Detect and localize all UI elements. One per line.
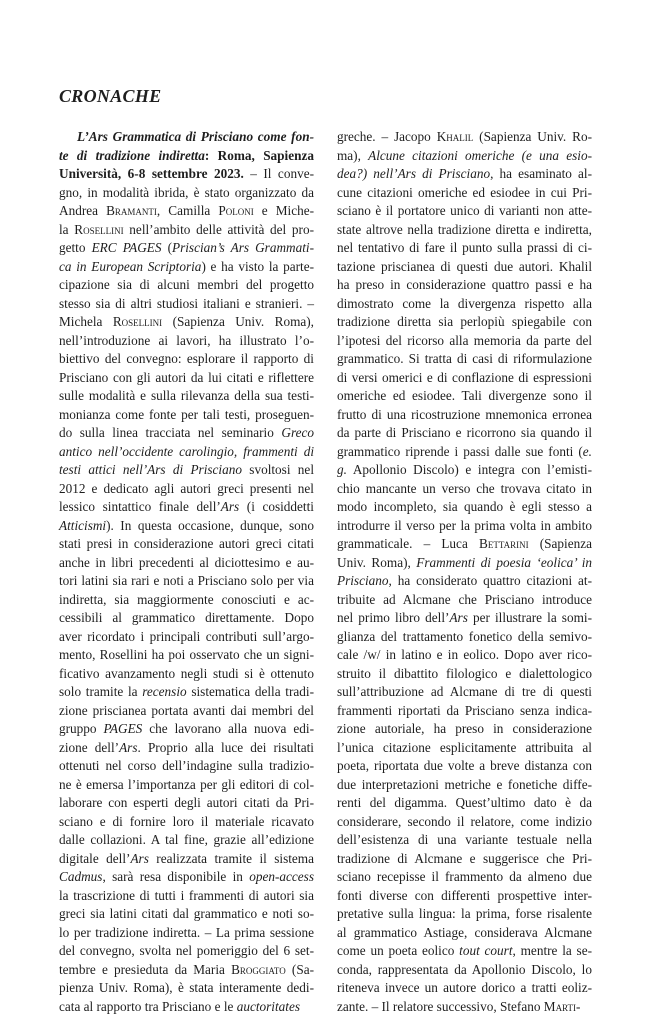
text-line <box>337 147 592 166</box>
text-run: grammaticale. – Luca <box>337 536 479 551</box>
text-line <box>337 350 592 369</box>
text-line <box>337 831 592 850</box>
text-run: nell’ambito delle attività del pro- <box>124 222 314 237</box>
text-run: monianza come fonte per tali testi, proseguen- <box>59 407 314 422</box>
text-run: l’ipotesi del ricorso alla memoria da parte del <box>337 333 592 348</box>
text-run: Prisciano con gli autori da lui citati e riflettere <box>59 370 314 385</box>
text-run: Apollonio Discolo) e integra con l’emisti- <box>347 462 592 477</box>
text-line <box>59 295 314 314</box>
text-run: Ars <box>221 499 239 514</box>
text-line <box>59 720 314 739</box>
text-line <box>337 998 592 1016</box>
text-run: chio mancante un verso che trovava citato in <box>337 481 592 496</box>
text-run: antico nell’occidente carolingio, frammenti di <box>59 444 314 459</box>
text-run: ( <box>161 240 172 255</box>
text-run: e. <box>583 444 592 459</box>
text-run: zante. – Il relatore successivo, Stefano <box>337 999 544 1014</box>
text-line <box>337 591 592 610</box>
text-run: pienza Univ. Roma), è stata interamente dedi- <box>59 980 314 995</box>
text-line <box>59 961 314 980</box>
text-line <box>337 776 592 795</box>
text-run: realizzata tramite il sistema <box>149 851 314 866</box>
text-line <box>59 258 314 277</box>
text-run: due interpretazioni metriche e fonetiche diffe- <box>337 777 592 792</box>
text-run: 2012 e dedicato agli autori greci presenti nel <box>59 481 314 496</box>
text-line <box>337 665 592 684</box>
text-line <box>59 628 314 647</box>
text-run: nel tentativo di fare il punto sulla prassi di ci- <box>337 240 592 255</box>
text-line <box>59 239 314 258</box>
text-run: l’unica citazione esplicitamente attribuita al <box>337 740 592 755</box>
text-run: ne è emersa l’importanza per gli editori di col- <box>59 777 314 792</box>
text-line <box>337 202 592 221</box>
text-run: al grammatico Astiage, considerava Alcmane <box>337 925 592 940</box>
text-line <box>59 572 314 591</box>
text-run: come un poeta eolico <box>337 943 459 958</box>
text-run: sciano è il portatore unico di varianti non atte- <box>337 203 592 218</box>
text-line <box>337 942 592 961</box>
text-run: ERC PAGES <box>92 240 162 255</box>
text-run: tout court <box>459 943 512 958</box>
text-run: Cadmus <box>59 869 102 884</box>
text-line <box>337 850 592 869</box>
text-run: glianza del trattamento fonetico della semivo- <box>337 629 592 644</box>
text-line <box>59 313 314 332</box>
text-line <box>59 776 314 795</box>
text-line <box>337 813 592 832</box>
text-line <box>59 387 314 406</box>
text-run: , mentre la se- <box>513 943 592 958</box>
text-line <box>59 868 314 887</box>
text-line <box>337 572 592 591</box>
text-run: , ha considerato quattro citazioni at- <box>389 573 592 588</box>
section-title: CRONACHE <box>59 86 161 107</box>
text-run: di versi omerici e di conflazione di espressioni <box>337 370 592 385</box>
text-line <box>337 924 592 943</box>
text-run: dea?) nell’Ars di Prisciano <box>337 166 490 181</box>
text-line <box>59 480 314 499</box>
text-run: ficativo avanzamento negli studi si è ottenuto <box>59 666 314 681</box>
text-line <box>59 813 314 832</box>
text-line <box>59 850 314 869</box>
text-run: ma), <box>337 148 368 163</box>
text-line <box>59 202 314 221</box>
text-run: , ha esaminato al- <box>490 166 592 181</box>
text-run: . Proprio alla luce dei risultati <box>138 740 314 755</box>
text-line <box>59 646 314 665</box>
text-run: considerare, secondo il relatore, come indizio <box>337 814 592 829</box>
text-run: di Prisciano come fon- <box>181 129 314 144</box>
text-run: Università, 6-8 settembre 2023. <box>59 166 244 181</box>
text-run: ). In questa occasione, dunque, sono <box>106 518 314 533</box>
text-line <box>337 609 592 628</box>
text-line <box>59 998 314 1016</box>
text-line <box>337 276 592 295</box>
text-run: testi attici nell’Ars di Prisciano <box>59 462 242 477</box>
text-run: pretative sulla lingua: la prima, forse risalente <box>337 906 592 921</box>
text-line <box>337 184 592 203</box>
text-line <box>337 406 592 425</box>
text-run: cessibili al grammatico direttamente. Dopo <box>59 610 314 625</box>
text-line <box>59 665 314 684</box>
text-run: dimostrato come la divergenza rispetto alla <box>337 296 592 311</box>
text-line <box>337 554 592 573</box>
text-run: – Il conve- <box>244 166 314 181</box>
text-run: tazione priscianea di questi due autori. Khalil <box>337 259 592 274</box>
text-line <box>337 165 592 184</box>
text-run: Priscian’s Ars Grammati- <box>172 240 314 255</box>
text-line <box>59 609 314 628</box>
text-line <box>59 498 314 517</box>
text-line <box>59 739 314 758</box>
text-line <box>337 239 592 258</box>
text-run: stesso sia di altri studiosi italiani e stranieri. – <box>59 296 314 311</box>
text-line <box>59 128 314 147</box>
text-run: per illustrare la somi- <box>468 610 592 625</box>
text-line <box>59 165 314 184</box>
text-run: sull’attribuzione ad Alcmane di tre di questi <box>337 684 592 699</box>
text-run: aver ricordato i principali contributi sull’argo- <box>59 629 314 644</box>
text-run: lo per tradizione indiretta. – La prima sessione <box>59 925 314 940</box>
text-run: la <box>59 222 74 237</box>
text-line <box>59 221 314 240</box>
text-line <box>59 702 314 721</box>
text-run: la trascrizione di tutti i frammenti di autori sia <box>59 888 314 903</box>
text-line <box>337 720 592 739</box>
text-run: Atticismi <box>59 518 106 533</box>
text-line <box>59 942 314 961</box>
text-line <box>337 517 592 536</box>
text-run: gruppo <box>59 721 104 736</box>
text-line <box>337 868 592 887</box>
text-line <box>337 128 592 147</box>
text-run: cale /w/ in latino e in eolico. Dopo aver rico- <box>337 647 592 662</box>
text-line <box>337 461 592 480</box>
text-line <box>59 369 314 388</box>
text-run: cata al rapporto tra Prisciano e le <box>59 999 237 1014</box>
text-run: omeriche ed esiodee. Tali divergenze sono il <box>337 388 592 403</box>
text-run: greci sia latini citati dal grammatico e noti so- <box>59 906 314 921</box>
text-line <box>337 794 592 813</box>
text-run: getto <box>59 240 92 255</box>
text-line <box>59 683 314 702</box>
text-line <box>337 961 592 980</box>
text-run: cune citazioni omeriche ed esiodee in cui Pri- <box>337 185 592 200</box>
text-run: che lavorano alla nuova edi- <box>142 721 314 736</box>
text-run: Khalil <box>437 129 474 144</box>
text-run: sciano e di fornire loro il materiale ricavato <box>59 814 314 829</box>
text-line <box>59 517 314 536</box>
text-run: Bramanti <box>106 203 157 218</box>
text-run: auctoritates <box>237 999 300 1014</box>
text-run: tribuite ad Alcmane che Prisciano introduce <box>337 592 592 607</box>
text-run: struito il dibattito filologico e dialettologico <box>337 666 592 681</box>
text-line <box>59 924 314 943</box>
text-run: tradizione diretta sia perlopiù spiegabile con <box>337 314 592 329</box>
text-run: L’Ars Grammatica <box>77 129 181 144</box>
text-line <box>59 461 314 480</box>
text-line <box>59 406 314 425</box>
text-run: g. <box>337 462 347 477</box>
text-line <box>337 739 592 758</box>
text-run: ) e ha visto la parte- <box>201 259 314 274</box>
text-run: grammatico. Si tratta di casi di riformulazione <box>337 351 592 366</box>
text-line <box>337 628 592 647</box>
text-run: Rosellini <box>113 314 162 329</box>
text-run: Rosellini <box>74 222 123 237</box>
text-line <box>337 369 592 388</box>
text-run: tradizione di Alcmane e suggerisce che Pri- <box>337 851 592 866</box>
text-run: Michela <box>59 314 113 329</box>
text-run: Greco <box>281 425 314 440</box>
left-column <box>59 128 314 1016</box>
text-run: Poloni <box>218 203 253 218</box>
text-run: zione priscianea portata avanti dai membri del <box>59 703 314 718</box>
text-run: e Miche- <box>254 203 314 218</box>
text-run: open-access <box>249 869 314 884</box>
text-run: dalle collazioni. A tal fine, grazie all’edizione <box>59 832 314 847</box>
text-run: indiretta, sia maggiormente conosciuti e ac- <box>59 592 314 607</box>
text-line <box>337 646 592 665</box>
text-run: Ars <box>130 851 148 866</box>
text-run: digitale dell’ <box>59 851 130 866</box>
text-run: laborare con esperti degli autori citati da Pri- <box>59 795 314 810</box>
text-line <box>59 905 314 924</box>
text-run: cipazione sia di alcuni membri del progetto <box>59 277 314 292</box>
text-line <box>337 498 592 517</box>
text-run: frammenti riportati da Prisciano senza indica- <box>337 703 592 718</box>
text-run: sulle modalità e sulla rilevanza della sua testi- <box>59 388 314 403</box>
text-run: Univ. Roma), <box>337 555 416 570</box>
text-line <box>59 184 314 203</box>
text-run: da parte di Prisciano e ricorrono sia quando il <box>337 425 592 440</box>
text-run: svoltosi nel <box>242 462 314 477</box>
text-run: te di tradizione indiretta <box>59 148 205 163</box>
text-line <box>337 683 592 702</box>
text-run: sistematica della tradi- <box>187 684 314 699</box>
text-line <box>337 295 592 314</box>
text-line <box>59 443 314 462</box>
text-run: nell’introduzione ai lavori, ha illustrato l’o- <box>59 333 314 348</box>
text-line <box>59 554 314 573</box>
text-run: ha preso in considerazione quattro passi e ha <box>337 277 592 292</box>
text-line <box>337 387 592 406</box>
text-line <box>337 221 592 240</box>
text-run: Bettarini <box>479 536 529 551</box>
text-line <box>337 424 592 443</box>
text-run: stati presi in considerazione autori greci citati <box>59 536 314 551</box>
text-run: fonti diverse con differenti prospettive inter- <box>337 888 592 903</box>
text-line <box>59 887 314 906</box>
text-run: Marti- <box>544 999 581 1014</box>
text-run: (Sapienza Univ. Ro- <box>473 129 592 144</box>
text-run: recensio <box>142 684 186 699</box>
text-line <box>337 887 592 906</box>
text-run: Andrea <box>59 203 106 218</box>
text-run: PAGES <box>104 721 143 736</box>
text-line <box>337 702 592 721</box>
text-run: Prisciano <box>337 573 389 588</box>
text-run: del convegno, svolta nel pomeriggio del 6 set- <box>59 943 314 958</box>
text-run: nel primo libro dell’ <box>337 610 449 625</box>
text-run: lessico sintattico finale dell’ <box>59 499 221 514</box>
text-line <box>59 424 314 443</box>
text-line <box>337 258 592 277</box>
text-line <box>59 276 314 295</box>
text-line <box>337 443 592 462</box>
text-run: sciano recepisse il frammento da almeno due <box>337 869 592 884</box>
text-line <box>337 979 592 998</box>
text-run: riteneva invece un autore dorico a tratti eoliz- <box>337 980 592 995</box>
text-line <box>337 332 592 351</box>
text-run: (Sa- <box>286 962 314 977</box>
text-run: ottenuti nel corso dell’indagine sulla tradizio- <box>59 758 314 773</box>
text-run: ca in European Scriptoria <box>59 259 201 274</box>
text-line <box>59 332 314 351</box>
text-line <box>59 979 314 998</box>
text-run: renti del digamma. Quest’ultimo dato è da <box>337 795 592 810</box>
text-line <box>337 535 592 554</box>
text-run: state altrove nella tradizione diretta e indiretta, <box>337 222 592 237</box>
text-run: (Sapienza Univ. Roma), <box>162 314 314 329</box>
text-run: modo incompleto, sia quando è egli stesso a <box>337 499 592 514</box>
text-line <box>337 313 592 332</box>
text-run: gno, in modalità ibrida, è stato organizzato da <box>59 185 314 200</box>
text-run: (i cosiddetti <box>239 499 314 514</box>
text-run: Frammenti di poesia ‘eolica’ in <box>416 555 592 570</box>
right-column <box>337 128 592 1016</box>
text-run: Broggiato <box>231 962 286 977</box>
text-run: anche in libri precedenti al diciottesimo e au- <box>59 555 314 570</box>
text-run: introdurre il verso per la prima volta in ambito <box>337 518 592 533</box>
text-run: solo tramite la <box>59 684 142 699</box>
text-run: frutto di una ricostruzione mnemonica erronea <box>337 407 592 422</box>
text-run: zione dell’ <box>59 740 119 755</box>
text-line <box>337 905 592 924</box>
text-line <box>59 591 314 610</box>
text-run: Ars <box>449 610 467 625</box>
text-run: conda, rappresentata da Apollonio Discolo, lo <box>337 962 592 977</box>
text-run: biettivo del convegno: esplorare il rapporto di <box>59 351 314 366</box>
text-run: mento, Rosellini ha poi osservato che un signi- <box>59 647 314 662</box>
text-line <box>337 757 592 776</box>
text-run: tembre e presieduta da Maria <box>59 962 231 977</box>
text-run: zione autoriale, ha preso in considerazione <box>337 721 592 736</box>
text-line <box>59 831 314 850</box>
text-run: : Roma, Sapienza <box>205 148 314 163</box>
text-run: greche. – Jacopo <box>337 129 437 144</box>
text-run: tori latini sia rari e noti a Prisciano solo per via <box>59 573 314 588</box>
text-line <box>59 147 314 166</box>
text-run: , Camilla <box>157 203 218 218</box>
text-run: , sarà resa disponibile in <box>102 869 249 884</box>
text-run: do sulla linea tracciata nel seminario <box>59 425 281 440</box>
text-run: Alcune citazioni omeriche (e una esio- <box>368 148 592 163</box>
text-line <box>59 535 314 554</box>
text-run: (Sapienza <box>529 536 592 551</box>
text-line <box>59 350 314 369</box>
text-line <box>59 757 314 776</box>
text-run: Ars <box>119 740 137 755</box>
text-line <box>59 794 314 813</box>
text-line <box>337 480 592 499</box>
text-run: grammatico riprende i passi dalle sue fonti ( <box>337 444 583 459</box>
text-run: dell’esistenza di una variante testuale nella <box>337 832 592 847</box>
text-run: poeta, riportata due volte a breve distanza con <box>337 758 592 773</box>
